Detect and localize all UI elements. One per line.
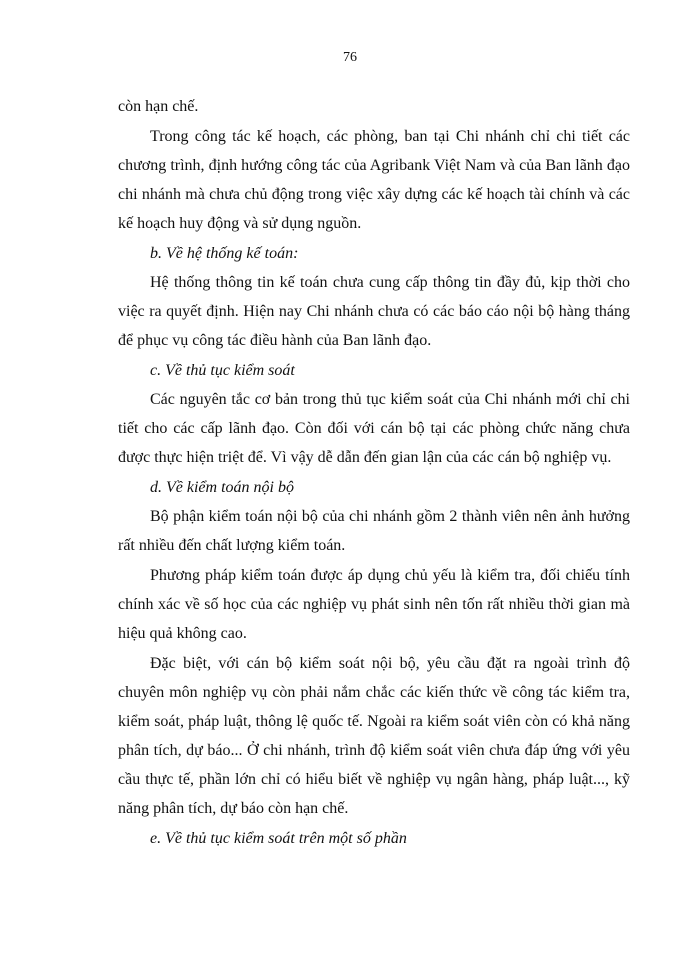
paragraph-auditor-competency: Đặc biệt, với cán bộ kiểm soát nội bộ, yêu cầu đặt ra ngoài trình độ chuyên môn nghiệp vụ còn phải nắm chắc các kiến thức về công tác kiểm tra, kiểm soát, pháp luật, thông lệ quốc tế. Ngoài ra kiểm soát viên còn có khả năng phân tích, dự báo... Ở chi nhánh, trình độ kiểm soát viên chưa đáp ứng với yêu cầu thực tế, phần lớn chỉ có hiểu biết về nghiệp vụ ngân hàng, pháp luật..., kỹ năng phân tích, dự báo còn hạn chế.	[118, 655, 630, 817]
paragraph-audit-method: Phương pháp kiểm toán được áp dụng chủ yếu là kiểm tra, đối chiếu tính chính xác về số học của các nghiệp vụ phát sinh nên tốn rất nhiều thời gian mà hiệu quả không cao.	[118, 567, 630, 642]
document-body	[118, 92, 630, 853]
paragraph-continuation: còn hạn chế.	[118, 98, 199, 115]
heading-control-procedures: c. Về thủ tục kiểm soát	[150, 362, 295, 379]
paragraph-internal-audit-staff: Bộ phận kiểm toán nội bộ của chi nhánh gồm 2 thành viên nên ảnh hưởng rất nhiều đến chất lượng kiểm toán.	[118, 508, 630, 554]
paragraph-control-procedures: Các nguyên tắc cơ bản trong thủ tục kiểm soát của Chi nhánh mới chỉ chi tiết cho các cấp lãnh đạo. Còn đối với cán bộ tại các phòng chức năng chưa được thực hiện triệt để. Vì vậy dễ dẫn đến gian lận của các cán bộ nghiệp vụ.	[118, 391, 630, 466]
paragraph-planning: Trong công tác kế hoạch, các phòng, ban tại Chi nhánh chỉ chi tiết các chương trình, định hướng công tác của Agribank Việt Nam và của Ban lãnh đạo chi nhánh mà chưa chủ động trong việc xây dựng các kế hoạch tài chính và các kế hoạch huy động và sử dụng nguồn.	[118, 128, 630, 232]
heading-accounting-system: b. Về hệ thống kế toán:	[150, 245, 299, 262]
page-number: 76	[343, 50, 357, 65]
heading-control-procedures-segments: e. Về thủ tục kiểm soát trên một số phần	[150, 830, 407, 847]
paragraph-accounting-system: Hệ thống thông tin kế toán chưa cung cấp thông tin đầy đủ, kịp thời cho việc ra quyết định. Hiện nay Chi nhánh chưa có các báo cáo nội bộ hàng tháng để phục vụ công tác điều hành của Ban lãnh đạo.	[118, 274, 630, 349]
heading-internal-audit: d. Về kiểm toán nội bộ	[150, 479, 294, 496]
